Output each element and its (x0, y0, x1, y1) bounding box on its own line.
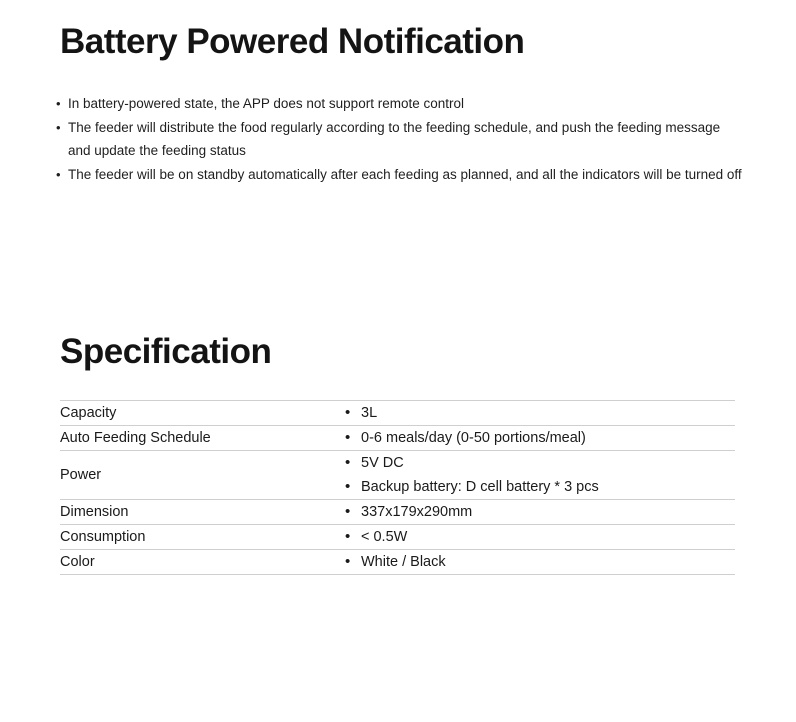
table-row (60, 550, 735, 575)
spec-value (345, 426, 735, 451)
table-row (60, 426, 735, 451)
spec-value (345, 500, 735, 525)
list-item: • 3L (345, 401, 735, 425)
table-row (60, 500, 735, 525)
spec-value (345, 550, 735, 575)
spec-label: Power (60, 467, 102, 483)
specification-table (60, 400, 735, 575)
list-item: • 337x179x290mm (345, 500, 735, 524)
list-item: • Backup battery: D cell battery * 3 pcs (345, 475, 735, 499)
list-item: • 0-6 meals/day (0-50 portions/meal) (345, 426, 735, 450)
list-item: • < 0.5W (345, 525, 735, 549)
spec-value (345, 451, 735, 500)
list-item: • In battery-powered state, the APP does not support remote control (54, 92, 744, 115)
table-row (60, 401, 735, 426)
spec-label: Color (60, 554, 95, 570)
spec-label: Auto Feeding Schedule (60, 430, 211, 446)
battery-notification-list (54, 92, 744, 187)
spec-value (345, 525, 735, 550)
table-row (60, 525, 735, 550)
battery-notification-heading: Battery Powered Notification (60, 22, 525, 61)
list-item: • 5V DC (345, 451, 735, 475)
spec-label: Consumption (60, 529, 146, 545)
list-item: • The feeder will distribute the food regularly according to the feeding schedule, and push the feeding message and update the feeding status (54, 116, 744, 162)
spec-value (345, 401, 735, 426)
table-row (60, 451, 735, 500)
list-item: • White / Black (345, 550, 735, 574)
specification-heading: Specification (60, 332, 272, 371)
list-item: • The feeder will be on standby automatically after each feeding as planned, and all the indicators will be turned off (54, 163, 744, 186)
spec-label: Dimension (60, 504, 129, 520)
spec-label: Capacity (60, 405, 117, 421)
